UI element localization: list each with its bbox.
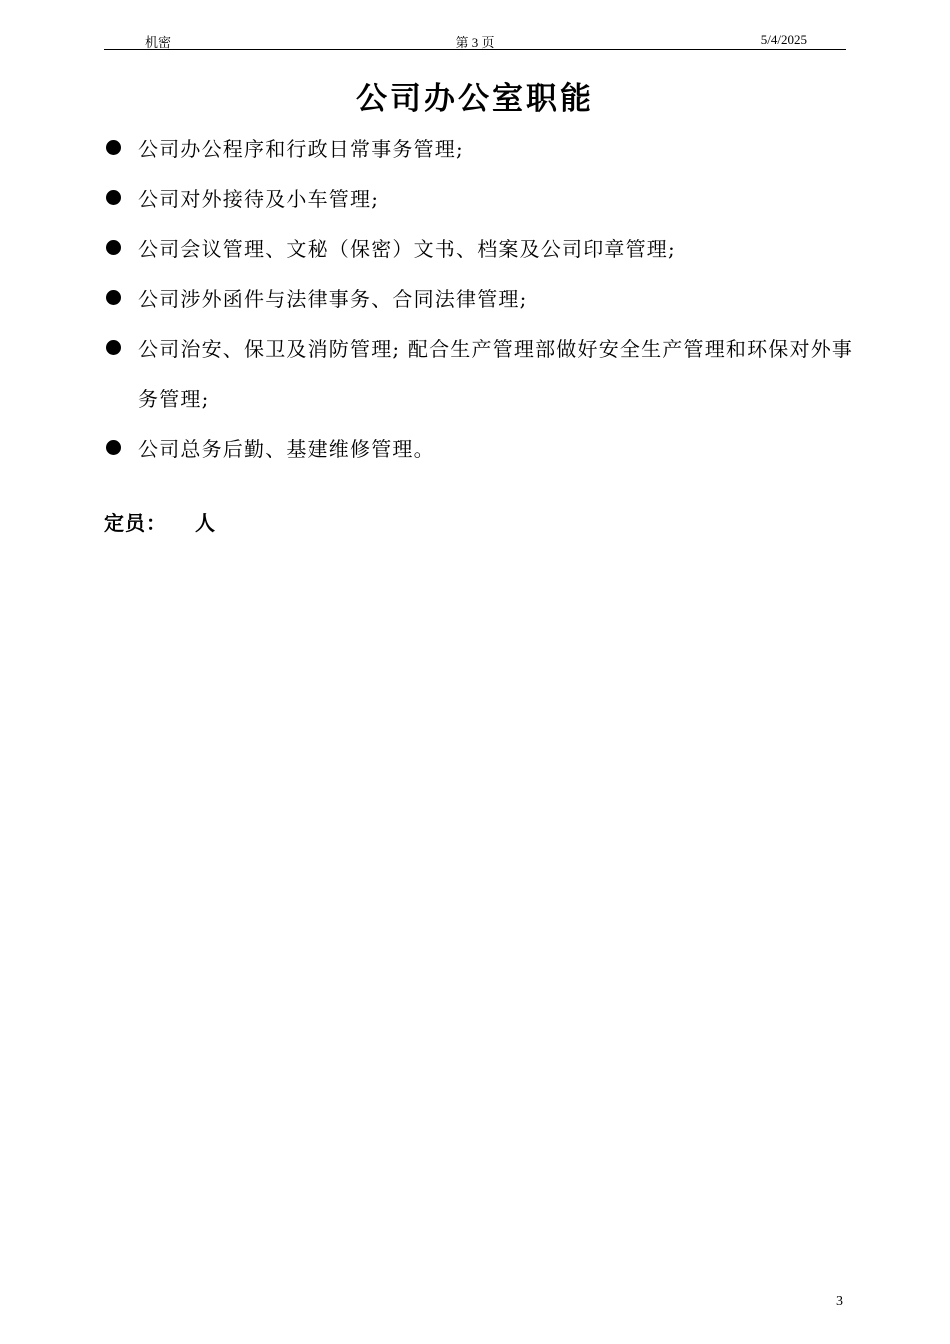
bullet-icon [106,140,121,155]
bullet-icon [106,190,121,205]
duty-item [104,124,864,174]
header-date: 5/4/2025 [760,32,807,47]
bullet-icon [106,290,121,305]
page-header [104,32,846,50]
duty-item [104,174,864,224]
page-number: 3 [836,1294,843,1309]
bullet-icon [106,240,121,255]
duty-item [104,424,864,474]
duty-item [104,324,864,424]
duty-item [104,224,864,274]
duty-text: 公司对外接待及小车管理; [138,187,380,211]
bullet-icon [106,340,121,355]
staffing-label: 定员： [104,511,167,535]
duty-text: 公司总务后勤、基建维修管理。 [138,437,435,461]
header-confidential-label: 机密 [145,35,172,50]
duty-text: 公司治安、保卫及消防管理; 配合生产管理部做好安全生产管理和环保对外事务管理; [138,337,854,411]
bullet-icon [106,440,121,455]
duty-text: 公司办公程序和行政日常事务管理; [138,137,464,161]
duty-text: 公司会议管理、文秘（保密）文书、档案及公司印章管理; [138,237,676,261]
staffing-line [104,498,216,548]
document-title: 公司办公室职能 [356,81,594,117]
duty-item [104,274,864,324]
duty-text: 公司涉外函件与法律事务、合同法律管理; [138,287,528,311]
duty-list [104,124,864,474]
staffing-unit: 人 [195,511,216,535]
header-page-label: 第 3 页 [455,35,495,50]
